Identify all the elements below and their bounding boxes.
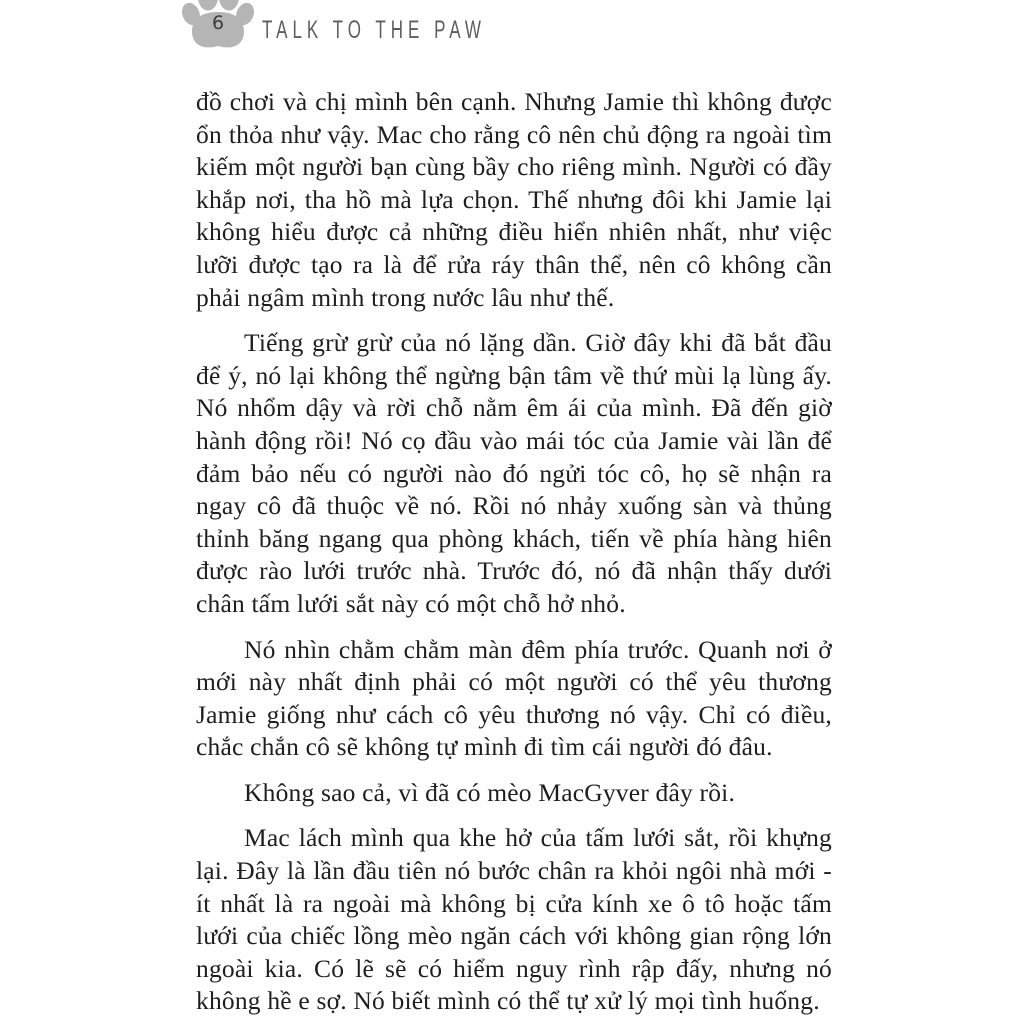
- paragraph-5: Mac lách mình qua khe hở của tấm lưới sắt, rồi khựng lại. Đây là lần đầu tiên nó bước chân ra khỏi ngôi nhà mới - ít nhất là ra ngoài mà không bị cửa kính xe ô tô hoặc tấm lưới của chiếc lồng mèo ngăn cách với không gian rộng lớn ngoài kia. Có lẽ sẽ có hiểm nguy rình rập đấy, nhưng nó không hề e sợ. Nó biết mình có thể tự xử lý mọi tình huống.: [196, 823, 832, 1016]
- paragraph-2: Tiếng grừ grừ của nó lặng dần. Giờ đây khi đã bắt đầu để ý, nó lại không thể ngừng bận tâm về thứ mùi lạ lùng ấy. Nó nhổm dậy và rời chỗ nằm êm ái của mình. Đã đến giờ hành động rồi! Nó cọ đầu vào mái tóc của Jamie vài lần để đảm bảo nếu có người nào đó ngửi tóc cô, họ sẽ nhận ra ngay cô đã thuộc về nó. Rồi nó nhảy xuống sàn và thủng thỉnh băng ngang qua phòng khách, tiến về phía hàng hiên được rào lưới trước nhà. Trước đó, nó đã nhận thấy dưới chân tấm lưới sắt này có một chỗ hở nhỏ.: [196, 328, 832, 618]
- paragraph-1: đồ chơi và chị mình bên cạnh. Nhưng Jamie thì không được ổn thỏa như vậy. Mac cho rằng cô nên chủ động ra ngoài tìm kiếm một người bạn cùng bầy cho riêng mình. Người có đầy khắp nơi, tha hồ mà lựa chọn. Thế nhưng đôi khi Jamie lại không hiểu được cả những điều hiển nhiên nhất, như việc lưỡi được tạo ra là để rửa ráy thân thể, nên cô không cần phải ngâm mình trong nước lâu như thế.: [196, 87, 832, 312]
- page-number: 6: [211, 12, 225, 34]
- book-title: TALK TO THE PAW: [262, 16, 486, 44]
- page-text: [196, 86, 832, 1024]
- paragraph-4: Không sao cả, vì đã có mèo MacGyver đây rồi.: [244, 777, 736, 807]
- page-header: [0, 0, 1024, 70]
- paragraph-3: Nó nhìn chằm chằm màn đêm phía trước. Quanh nơi ở mới này nhất định phải có một người có thể yêu thương Jamie giống như cách cô yêu thương nó vậy. Chỉ có điều, chắc chắn cô sẽ không tự mình đi tìm cái người đó đâu.: [196, 634, 832, 762]
- paw-print-icon: [182, 0, 254, 56]
